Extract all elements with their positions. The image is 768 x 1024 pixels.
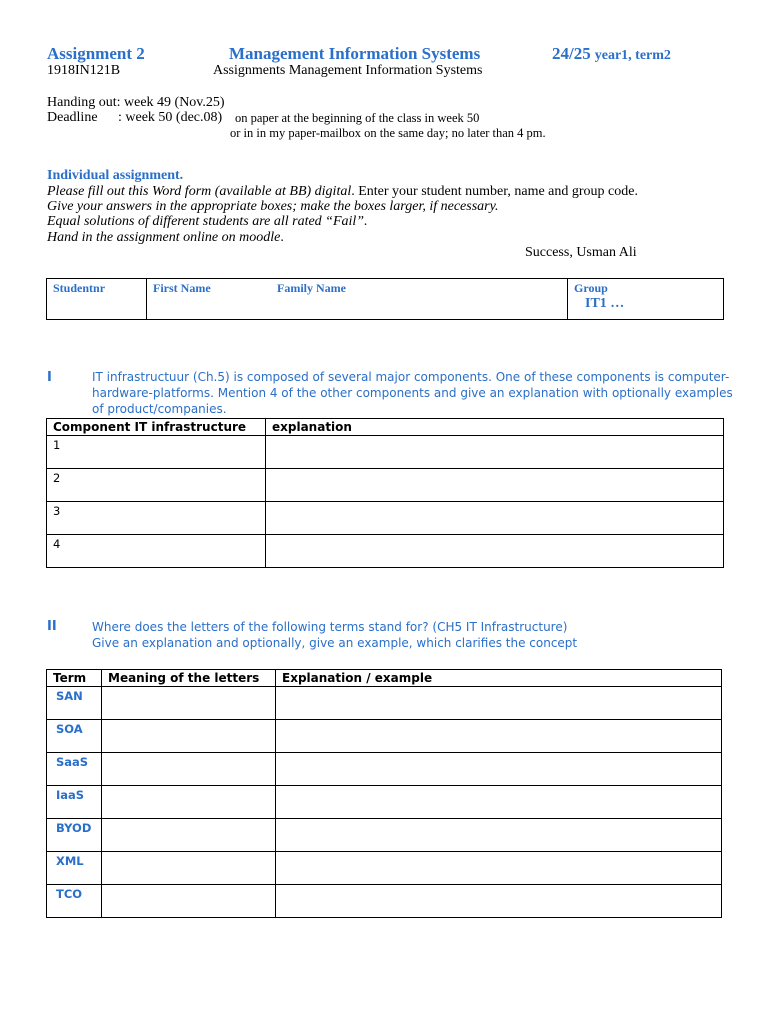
course-title: Management Information Systems xyxy=(229,44,481,63)
table-row xyxy=(47,720,722,753)
studentnr-label: Studentnr xyxy=(53,281,106,295)
group-cell[interactable] xyxy=(568,279,724,320)
assignment-title: Assignment 2 xyxy=(47,44,145,63)
meaning-cell[interactable] xyxy=(102,753,276,786)
question-2-line-2: Give an explanation and optionally, give an example, which clarifies the concept xyxy=(92,636,578,650)
table-row xyxy=(47,687,722,720)
table-row xyxy=(47,852,722,885)
explanation-header: Explanation / example xyxy=(276,670,722,687)
explanation-cell[interactable] xyxy=(276,819,722,852)
deadline-value: : week 50 (dec.08) xyxy=(118,110,223,125)
term-text: year1, term2 xyxy=(594,48,671,63)
table-row xyxy=(47,469,724,502)
term-cell: SOA xyxy=(47,720,102,753)
table-row xyxy=(47,819,722,852)
table-row xyxy=(47,502,724,535)
name-cell[interactable] xyxy=(147,279,568,320)
instruction-line-3: Equal solutions of different students are all rated “Fail”. xyxy=(47,214,368,229)
instruction-line-1a: Please fill out this Word form (available at BB) digital xyxy=(47,184,352,199)
instruction-line-2: Give your answers in the appropriate boxes; make the boxes larger, if necessary. xyxy=(47,199,499,214)
term-cell: IaaS xyxy=(47,786,102,819)
meaning-header: Meaning of the letters xyxy=(102,670,276,687)
instruction-line-4b: . xyxy=(280,230,284,245)
course-subtitle: Assignments Management Information Systems xyxy=(213,63,483,78)
course-code: 1918IN121B xyxy=(47,63,121,78)
explanation-cell[interactable] xyxy=(266,535,724,568)
instructions-title: Individual assignment. xyxy=(47,168,184,183)
year-text: 24/25 xyxy=(552,44,591,63)
terms-table xyxy=(46,669,722,918)
table-row xyxy=(47,535,724,568)
deadline-note-1: on paper at the beginning of the class in week 50 xyxy=(235,111,480,125)
question-1-line-2: hardware-platforms. Mention 4 of the other components and give an explanation with optionally examples xyxy=(92,386,733,400)
term-cell: SAN xyxy=(47,687,102,720)
instruction-line-1b: . Enter your student number, name and group code xyxy=(351,184,635,199)
explanation-cell[interactable] xyxy=(266,436,724,469)
signoff: Success, Usman Ali xyxy=(525,245,637,260)
question-1-line-3: of product/companies. xyxy=(92,402,227,416)
table-row xyxy=(47,753,722,786)
explanation-cell[interactable] xyxy=(276,885,722,918)
term-cell: XML xyxy=(47,852,102,885)
student-info-table xyxy=(46,278,724,320)
deadline-note-2: or in in my paper-mailbox on the same day; no later than 4 pm. xyxy=(230,126,546,140)
component-cell[interactable]: 2 xyxy=(47,469,266,502)
instruction-line-4 xyxy=(47,230,284,246)
term-cell: BYOD xyxy=(47,819,102,852)
component-cell[interactable]: 3 xyxy=(47,502,266,535)
table-row xyxy=(47,786,722,819)
question-1-line-1: IT infrastructuur (Ch.5) is composed of several major components. One of these components is computer- xyxy=(92,370,730,384)
explanation-cell[interactable] xyxy=(276,687,722,720)
meaning-cell[interactable] xyxy=(102,819,276,852)
meaning-cell[interactable] xyxy=(102,786,276,819)
question-1-number: I xyxy=(47,370,52,385)
component-cell[interactable]: 4 xyxy=(47,535,266,568)
component-header: Component IT infrastructure xyxy=(47,419,266,436)
term-cell: TCO xyxy=(47,885,102,918)
handing-out: Handing out: week 49 (Nov.25) xyxy=(47,95,225,110)
meaning-cell[interactable] xyxy=(102,687,276,720)
explanation-cell[interactable] xyxy=(276,753,722,786)
group-label: Group xyxy=(574,281,608,295)
explanation-cell[interactable] xyxy=(276,786,722,819)
family-name-label: Family Name xyxy=(277,281,346,295)
studentnr-cell[interactable] xyxy=(47,279,147,320)
academic-year xyxy=(552,44,671,64)
table-row xyxy=(47,885,722,918)
term-header: Term xyxy=(47,670,102,687)
component-cell[interactable]: 1 xyxy=(47,436,266,469)
instruction-line-1c: . xyxy=(634,184,638,199)
meaning-cell[interactable] xyxy=(102,852,276,885)
meaning-cell[interactable] xyxy=(102,720,276,753)
explanation-cell[interactable] xyxy=(276,852,722,885)
instruction-line-1 xyxy=(47,184,638,200)
explanation-cell[interactable] xyxy=(276,720,722,753)
question-2-line-1: Where does the letters of the following terms stand for? (CH5 IT Infrastructure) xyxy=(92,620,568,634)
components-table xyxy=(46,418,724,568)
instruction-line-4a: Hand in the assignment online on moodle xyxy=(47,230,281,245)
meaning-cell[interactable] xyxy=(102,885,276,918)
deadline-label: Deadline xyxy=(47,110,98,125)
explanation-cell[interactable] xyxy=(266,469,724,502)
group-value: IT1 … xyxy=(585,296,625,311)
term-cell: SaaS xyxy=(47,753,102,786)
explanation-header: explanation xyxy=(266,419,724,436)
explanation-cell[interactable] xyxy=(266,502,724,535)
table-row xyxy=(47,436,724,469)
first-name-label: First Name xyxy=(153,281,211,295)
question-2-number: II xyxy=(47,619,57,634)
